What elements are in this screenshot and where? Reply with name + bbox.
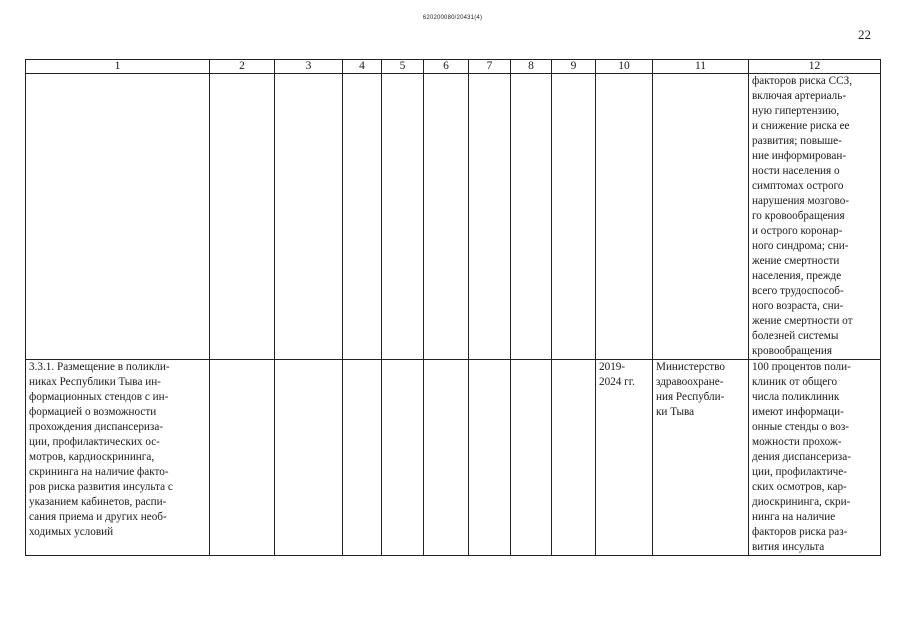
empty-cell [382,74,424,360]
empty-cell [552,74,596,360]
empty-cell [469,74,511,360]
empty-cell [275,360,343,556]
result-text: факторов риска ССЗ, включая артериаль- ную гипертензию, и снижение риска ее развития; повыше- ние информирован- ности населения о симптомах острого нарушения мозгово- го кровообращения и острого коронар- ного синдрома; сни- жение смертности населения, прежде всего трудоспособ- ного возраста, сни- жение смертности от болезней системы кровообращения [752,75,853,357]
responsible-text: Министерство здравоохране- ния Республи- ки Тыва [656,361,725,418]
page-number: 22 [858,27,871,42]
header-cell-10: 10 [596,60,653,74]
responsible-cell [653,74,749,360]
empty-cell [511,74,552,360]
empty-cell [210,74,275,360]
result-text: 100 процентов поли- клиник от общего числа поликлиник имеют информаци- онные стенды о воз- можности прохож- дения диспансериза- ции, профилактиче- ских осмотров, кар- диоскрининга, скри- нинга на наличие факторов риска раз- вития инсульта [752,361,851,553]
period-text: 2019- 2024 гг. [599,361,635,388]
result-cell [749,360,881,556]
measure-cell [26,74,210,360]
header-cell-4: 4 [343,60,382,74]
header-cell-11: 11 [653,60,749,74]
empty-cell [469,360,511,556]
table-row [26,360,881,556]
measures-table [25,59,881,556]
header-cell-1: 1 [26,60,210,74]
header-cell-5: 5 [382,60,424,74]
empty-cell [343,74,382,360]
header-cell-7: 7 [469,60,511,74]
empty-cell [511,360,552,556]
responsible-cell [653,360,749,556]
header-cell-8: 8 [511,60,552,74]
empty-cell [552,360,596,556]
header-cell-2: 2 [210,60,275,74]
measure-cell [26,360,210,556]
period-cell [596,74,653,360]
empty-cell [382,360,424,556]
empty-cell [343,360,382,556]
measure-text: 3.3.1. Размещение в поликли- никах Республики Тыва ин- формационных стендов с ин- формацией о возможности прохождения диспансериза- ции, профилактических ос- мотров, кардиоскрининга, скрининга на наличие факто- ров риска развития инсульта с указанием кабинетов, распи- сания приема и других необ- ходимых условий [29,361,173,538]
document-id: 620200080/20431(4) [422,15,483,21]
empty-cell [424,74,469,360]
header-cell-3: 3 [275,60,343,74]
table-row [26,74,881,360]
header-cell-6: 6 [424,60,469,74]
period-cell [596,360,653,556]
header-cell-9: 9 [552,60,596,74]
empty-cell [424,360,469,556]
result-cell [749,74,881,360]
empty-cell [275,74,343,360]
header-cell-12: 12 [749,60,881,74]
empty-cell [210,360,275,556]
header-row [26,60,881,74]
